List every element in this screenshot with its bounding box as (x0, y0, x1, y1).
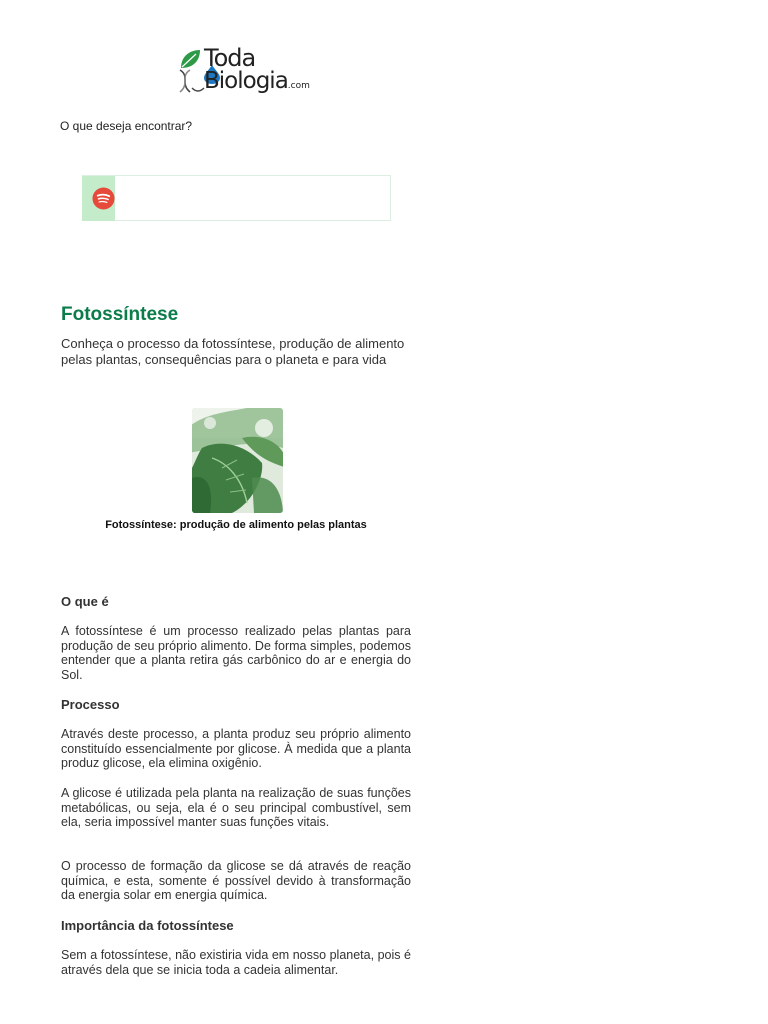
search-prompt[interactable]: O que deseja encontrar? (60, 119, 193, 133)
section-paragraph: Através deste processo, a planta produz seu próprio alimento constituído essencialmente por glicose. À medida que a planta produz glicose, ela elimina oxigênio. (61, 727, 411, 771)
article-image (192, 408, 283, 513)
section-heading-importancia: Importância da fotossíntese (61, 918, 234, 933)
page-title: Fotossíntese (61, 304, 179, 325)
page-description: Conheça o processo da fotossíntese, produção de alimento pelas plantas, consequências para o planeta e para vida (61, 336, 405, 367)
dna-icon (176, 66, 206, 96)
spotify-icon-area[interactable] (82, 176, 115, 221)
section-paragraph: A glicose é utilizada pela planta na realização de suas funções metabólicas, ou seja, ela é o seu principal combustível, sem ela, seria impossível manter suas funções vitais. (61, 786, 411, 830)
section-heading-o-que-e: O que é (61, 594, 109, 609)
logo-text-biologia-word: Biologia (204, 68, 288, 94)
site-logo[interactable] (176, 44, 326, 98)
leaf-photo (192, 408, 283, 513)
spotify-embed[interactable] (82, 175, 391, 221)
section-paragraph: Sem a fotossíntese, não existiria vida em nosso planeta, pois é através dela que se inicia toda a cadeia alimentar. (61, 948, 411, 977)
section-paragraph: A fotossíntese é um processo realizado pelas plantas para produção de seu próprio alimento. De forma simples, podemos entender que a planta retira gás carbônico do ar e energia do Sol. (61, 624, 411, 682)
spotify-icon (92, 187, 115, 210)
section-heading-processo: Processo (61, 697, 120, 712)
image-caption: Fotossíntese: produção de alimento pelas plantas (105, 519, 367, 531)
logo-text-toda: Toda (204, 44, 256, 72)
section-paragraph: O processo de formação da glicose se dá através de reação química, e esta, somente é possível devido à transformação da energia solar em energia química. (61, 859, 411, 903)
logo-text-suffix: .com (287, 81, 310, 91)
logo-text-biologia (204, 68, 310, 94)
